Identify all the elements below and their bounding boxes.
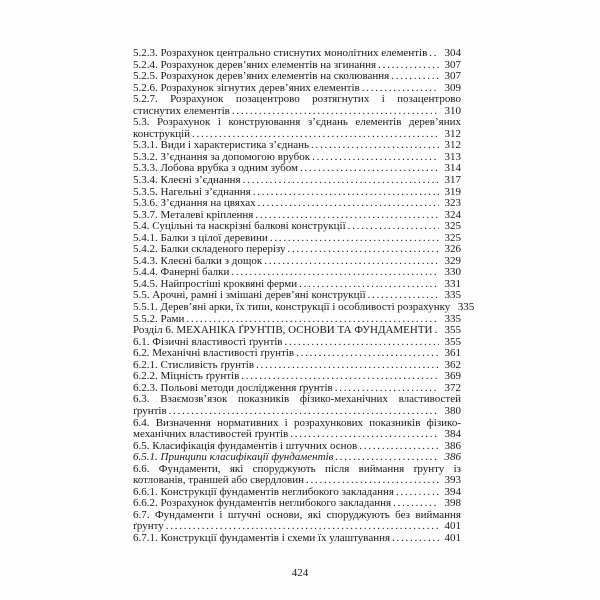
toc-entry-text: 5.3.5. Нагельні з’єднання [133, 185, 251, 198]
toc-entry-page: 330 [444, 266, 461, 279]
toc-entry-page: 380 [444, 404, 461, 417]
toc-entry-page: 335 [444, 289, 461, 302]
dot-leader [296, 348, 439, 360]
toc-entry-page: 323 [444, 197, 461, 210]
toc-entry [133, 301, 475, 314]
toc-entry-text: 5.2.7. Розрахунок позацентрово розтягнутих і позацентрово [133, 93, 461, 106]
toc-entry-text: 6.2.1. Стисливість ґрунтів [133, 358, 255, 371]
toc-entry [133, 71, 461, 83]
dot-leader [396, 487, 439, 499]
toc-entry-text: 6.5. Класифікація фундаментів і штучних основ [133, 439, 358, 452]
toc-entry [133, 94, 461, 117]
toc-entry-text: конструкцій [133, 127, 191, 140]
toc-entry-text: 5.5. Арочні, рамні і змішані дерев’яні конструкції [133, 289, 366, 302]
toc-entry-text: 5.4.5. Найпростіші кроквяні ферми [133, 277, 298, 290]
page-number: 424 [291, 567, 309, 579]
toc-entry-text: 5.3.4. Клеєні з’єднання [133, 174, 241, 187]
dot-leader [256, 360, 439, 372]
dot-leader [300, 163, 439, 175]
toc-entry-text: механічних властивостей ґрунтів [133, 428, 289, 441]
toc-entry-text: 5.4.4. Фанерні балки [133, 266, 230, 279]
dot-leader [392, 533, 439, 545]
dot-leader [264, 256, 439, 268]
dot-leader [359, 441, 439, 453]
toc-entry-page: 384 [444, 428, 461, 441]
dot-leader [243, 175, 439, 187]
toc-entry-page: 325 [444, 220, 461, 233]
toc-entry-text: 6.6.2. Розрахунок фундаментів неглибокого закладання [133, 497, 392, 510]
toc-entry-text: 6.2.2. Міцність ґрунтів [133, 370, 240, 383]
toc-entry-page: 329 [444, 254, 461, 267]
toc-entry-page: 307 [444, 58, 461, 71]
toc-entry-text: 5.4.1. Балки з цілої деревини [133, 231, 268, 244]
toc-entry-page: 314 [444, 162, 461, 175]
toc-entry [133, 117, 461, 140]
table-of-contents [133, 47, 475, 545]
toc-entry-text: 5.5.1. Дерев’яні арки, їх типи, конструкції і особливості розрахунку [133, 301, 451, 314]
toc-entry-page: 401 [444, 531, 461, 544]
toc-entry-text: 6.4. Визначення нормативних і розрахункових показників фізико- [133, 416, 461, 429]
toc-entry-text: 6.2. Механічні властивості ґрунтів [133, 347, 295, 360]
toc-entry-page: 386 [444, 439, 461, 452]
toc-entry-page: 335 [444, 312, 461, 325]
toc-entry [133, 510, 461, 533]
toc-entry-text: 6.3. Взаємозв’язок показників фізико-механічних властивостей [133, 393, 461, 406]
toc-entry [133, 325, 461, 337]
toc-entry-text: ґрунту [133, 520, 164, 533]
toc-entry-page: 362 [444, 358, 461, 371]
toc-entry-page: 355 [444, 335, 461, 348]
toc-entry-page: 372 [444, 381, 461, 394]
toc-entry-text: ґрунтів [133, 404, 167, 417]
toc-entry-page: 401 [444, 520, 461, 533]
toc-entry-text: 5.3. Розрахунок і конструювання з’єднань елементів дерев’яних [133, 116, 461, 129]
toc-entry-page: 331 [444, 277, 461, 290]
dot-leader [288, 244, 439, 256]
dot-leader [169, 406, 439, 418]
toc-entry [133, 198, 461, 210]
toc-entry-text: 5.2.5. Розрахунок дерев’яних елементів на сколювання [133, 70, 390, 83]
toc-entry-page: 307 [444, 70, 461, 83]
toc-entry-page: 355 [444, 324, 461, 337]
dot-leader [258, 198, 439, 210]
toc-entry-text: 6.6. Фундаменти, які споруджують після виймання ґрунту із [133, 462, 461, 475]
toc-entry-text: 5.3.1. Види і характеристика з’єднань [133, 139, 310, 152]
toc-entry-text: котлованів, траншей або свердловин [133, 474, 304, 487]
toc-entry-page: 312 [444, 127, 461, 140]
toc-entry-page: 369 [444, 370, 461, 383]
toc-entry-text: 5.3.3. Лобова врубка з одним зубом [133, 162, 298, 175]
toc-entry-text: Розділ 6. МЕХАНІКА ҐРУНТІВ, ОСНОВИ ТА ФУНДАМЕНТИ [133, 324, 433, 337]
toc-entry-text: 5.2.3. Розрахунок центрально стиснутих монолітних елементів [133, 47, 428, 59]
dot-leader [290, 429, 439, 441]
toc-entry-text: 6.6.1. Конструкції фундаментів неглибокого закладання [133, 485, 394, 498]
toc-entry-page: 310 [444, 104, 461, 117]
toc-entry-page: 325 [444, 231, 461, 244]
dot-leader [429, 48, 439, 60]
dot-leader [253, 187, 439, 199]
toc-entry-text: 5.3.2. З’єднання за допомогою врубок [133, 150, 311, 163]
toc-entry-page: 324 [444, 208, 461, 221]
toc-entry [133, 48, 461, 60]
toc-entry-text: 6.2.3. Польові методи дослідження ґрунтів [133, 381, 333, 394]
toc-entry [133, 452, 461, 464]
toc-entry-text: 6.5.1. Принципи класифікації фундаментів [133, 451, 334, 464]
toc-entry-page: 326 [444, 243, 461, 256]
toc-entry-page: 335 [457, 301, 475, 314]
dot-leader [270, 233, 439, 245]
toc-entry-text: стиснутих елементів [133, 104, 230, 117]
toc-entry-text: 5.4.2. Балки складеного перерізу [133, 243, 286, 256]
toc-entry-text: 5.2.6. Розрахунок зігнутих дерев’яних елементів [133, 81, 360, 94]
toc-entry-text: 6.7. Фундаменти і штучні основи, які споруджують без виймання [133, 508, 461, 521]
toc-entry-text: 6.1. Фізичні властивості ґрунтів [133, 335, 283, 348]
toc-entry-page: 394 [444, 485, 461, 498]
dot-leader [285, 337, 440, 349]
toc-entry [133, 175, 461, 187]
toc-entry [133, 533, 461, 545]
dot-leader [312, 152, 439, 164]
toc-entry-text: 5.5.2. Рами [133, 312, 185, 325]
toc-entry-text: 5.3.7. Металеві кріплення [133, 208, 254, 221]
toc-entry [133, 394, 461, 417]
toc-entry-page: 309 [444, 81, 461, 94]
dot-leader [335, 452, 439, 464]
toc-entry-page: 313 [444, 150, 461, 163]
dot-leader [348, 221, 439, 233]
toc-entry [133, 464, 461, 487]
toc-entry-page: 386 [444, 451, 461, 464]
toc-entry-text: 5.2.4. Розрахунок дерев’яних елементів на згинання [133, 58, 377, 71]
dot-leader [435, 325, 440, 337]
toc-entry-page: 319 [444, 185, 461, 198]
toc-entry-page: 361 [444, 347, 461, 360]
toc-entry-text: 5.4.3. Клеєні балки з дощок [133, 254, 263, 267]
dot-leader [311, 140, 439, 152]
toc-entry-page: 304 [444, 47, 461, 59]
toc-entry-page: 312 [444, 139, 461, 152]
toc-entry [133, 418, 461, 441]
toc-entry-text: 5.4. Суцільні та наскрізні балкові конструкції [133, 220, 346, 233]
toc-entry-page: 393 [444, 474, 461, 487]
toc-entry-page: 398 [444, 497, 461, 510]
toc-entry-text: 6.7.1. Конструкції фундаментів і схеми їх улаштування [133, 531, 391, 544]
toc-entry-text: 5.3.6. З’єднання на цвяхах [133, 197, 256, 210]
toc-entry-page: 317 [444, 174, 461, 187]
dot-leader [391, 71, 439, 83]
